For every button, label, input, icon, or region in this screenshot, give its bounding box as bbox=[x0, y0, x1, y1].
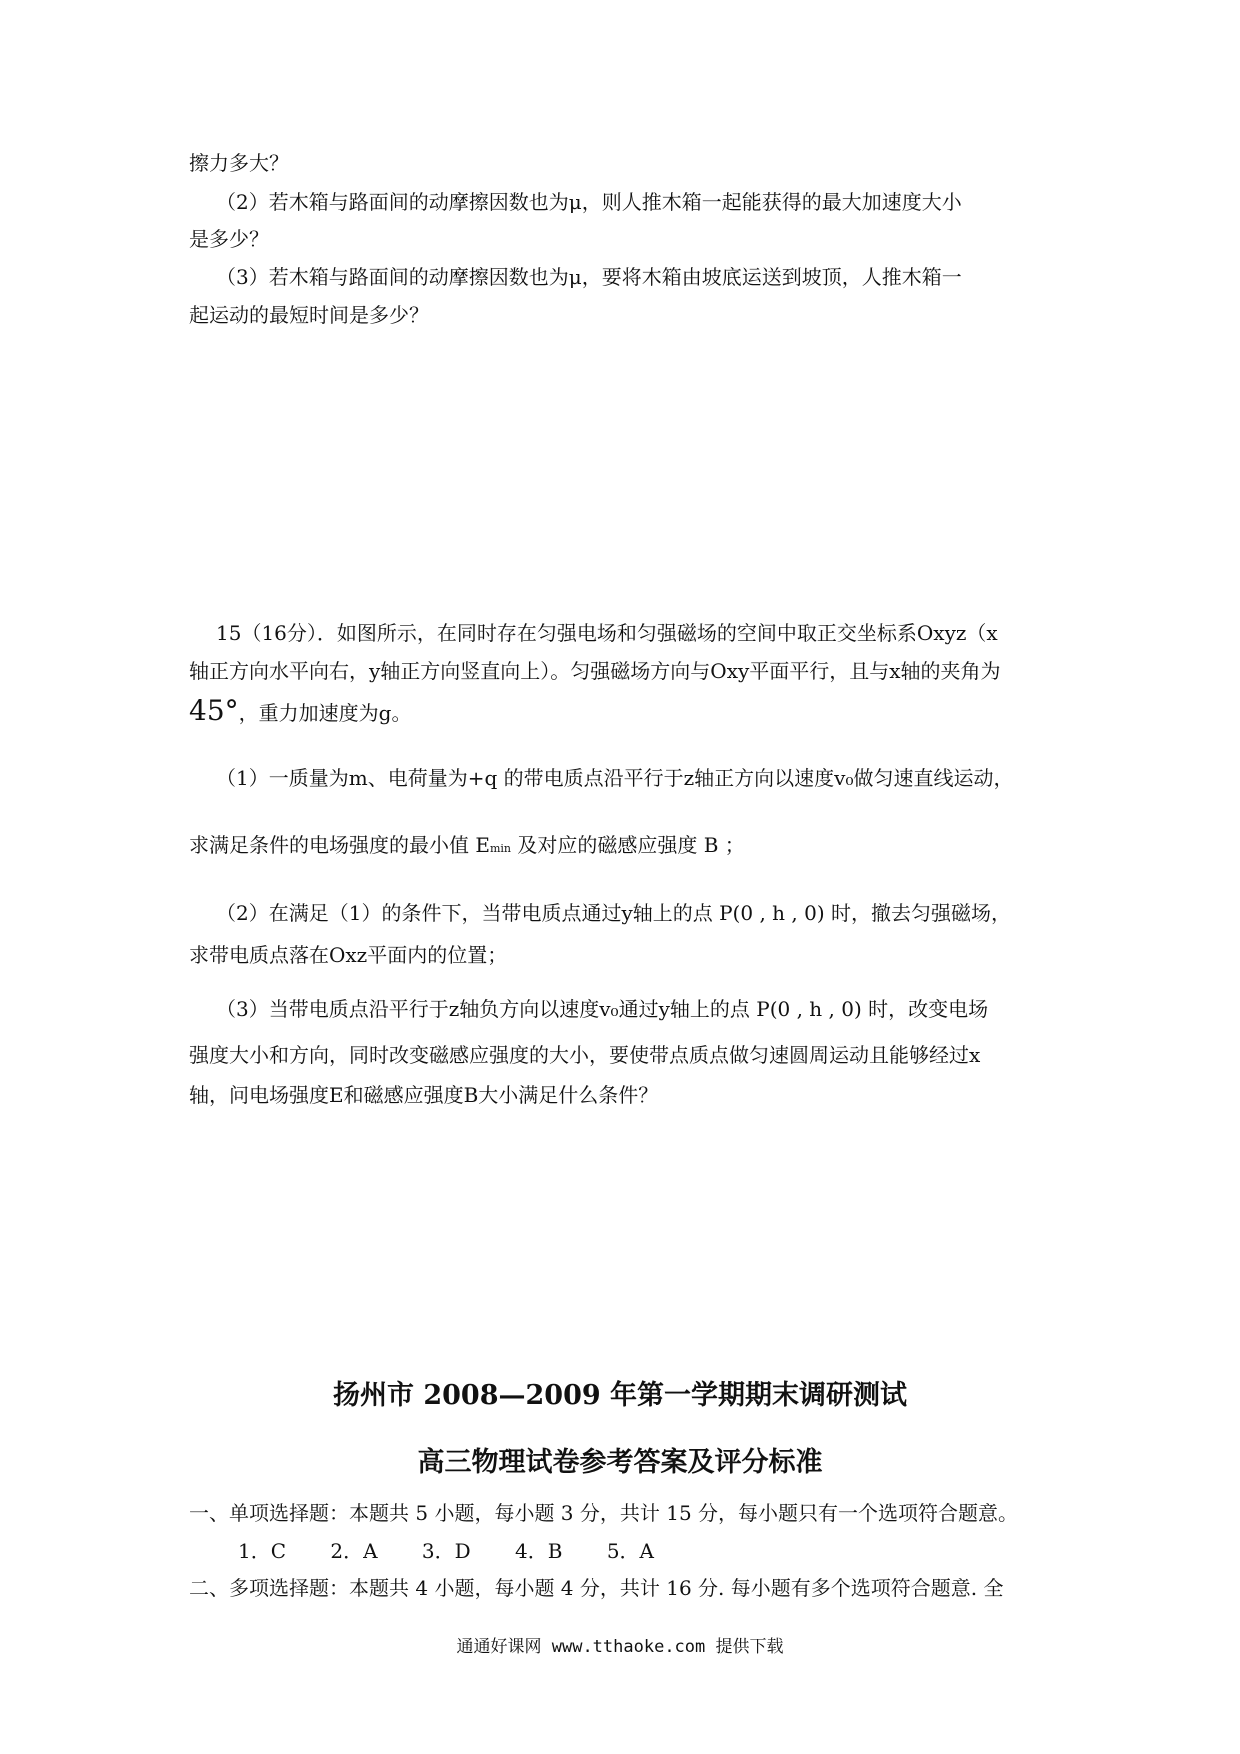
e-min-text: 求满足条件的电场强度的最小值 E bbox=[189, 833, 490, 857]
answer-1: 1．C bbox=[238, 1539, 287, 1563]
q15-part3-line-3: 轴，问电场强度E和磁感应强度B大小满足什么条件？ bbox=[189, 1083, 659, 1107]
q15-part2-line-1: （2）在满足（1）的条件下，当带电质点通过y轴上的点 P(0 , h , 0) 时，撤去匀强磁场， bbox=[216, 901, 1011, 925]
answer-title-2: 高三物理试卷参考答案及评分标准 bbox=[417, 1447, 823, 1478]
q15-part2-line-2: 求带电质点落在Oxz平面内的位置； bbox=[189, 943, 508, 967]
answer-5: 5．A bbox=[606, 1539, 654, 1563]
e-min-subscript: min bbox=[489, 842, 512, 855]
q15-part3-line-2: 强度大小和方向，同时改变磁感应强度的大小，要使带点质点做匀速圆周运动且能够经过x bbox=[189, 1043, 981, 1067]
angle-45-degrees: 45° bbox=[189, 694, 239, 727]
answer-4: 4．B bbox=[515, 1539, 563, 1563]
gravity-text: ，重力加速度为g。 bbox=[238, 701, 412, 725]
section1-heading: 一、单项选择题：本题共 5 小题，每小题 3 分，共计 15 分，每小题只有一个选项符合题意。 bbox=[189, 1501, 1019, 1525]
q15-intro-line-2: 轴正方向水平向右，y轴正方向竖直向上）。匀强磁场方向与Oxy平面平行，且与x轴的夹角为 bbox=[189, 659, 1001, 683]
answer-2: 2．A bbox=[330, 1539, 378, 1563]
q14-part2-line-2: 是多少？ bbox=[189, 227, 269, 251]
q15-intro-line-1: 15（16分）．如图所示，在同时存在匀强电场和匀强磁场的空间中取正交坐标系Oxyz（x bbox=[216, 621, 998, 645]
q15-part1-line-2 bbox=[189, 830, 1059, 864]
q14-part3-line-1: （3）若木箱与路面间的动摩擦因数也为μ，要将木箱由坡底运送到坡顶，人推木箱一 bbox=[216, 265, 962, 289]
section2-heading: 二、多项选择题：本题共 4 小题，每小题 4 分，共计 16 分. 每小题有多个选项符合题意. 全 bbox=[189, 1576, 1004, 1600]
answer-title-1: 扬州市 2008—2009 年第一学期期末调研测试 bbox=[332, 1380, 908, 1411]
section1-answers bbox=[238, 1536, 1108, 1566]
q14-part3-line-2: 起运动的最短时间是多少？ bbox=[189, 303, 429, 327]
answer-3: 3．D bbox=[421, 1539, 471, 1563]
b-field-text: 及对应的磁感应强度 B ； bbox=[511, 833, 745, 857]
q15-intro-line-3 bbox=[189, 696, 1059, 728]
footer-download-notice: 通通好课网 www.tthaoke.com 提供下载 bbox=[456, 1637, 784, 1657]
q15-part3-line-1: （3）当带电质点沿平行于z轴负方向以速度v₀通过y轴上的点 P(0 , h , 0) 时，改变电场 bbox=[216, 997, 989, 1021]
q14-line-1: 擦力多大？ bbox=[189, 151, 289, 175]
q15-part1-line-1: （1）一质量为m、电荷量为+q 的带电质点沿平行于z轴正方向以速度v₀做匀速直线运动， bbox=[216, 766, 1014, 790]
q14-part2-line-1: （2）若木箱与路面间的动摩擦因数也为μ，则人推木箱一起能获得的最大加速度大小 bbox=[216, 190, 962, 214]
